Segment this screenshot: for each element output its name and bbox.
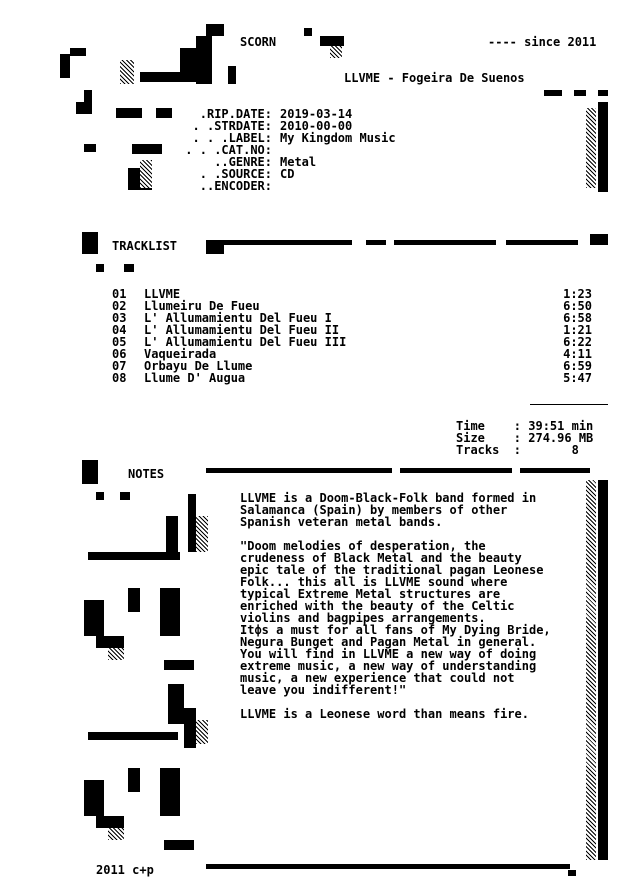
track-title: Llumeiru De Fueu <box>144 299 260 313</box>
tracklist-heading: TRACKLIST <box>112 239 178 253</box>
track-title: LLVME <box>144 287 181 301</box>
track-title: Vaqueirada <box>144 347 217 361</box>
track-title: L' Allumamientu Del Fueu I <box>144 311 332 325</box>
since-tagline: ---- since 2011 <box>488 35 597 49</box>
info-label: . . .CAT.NO: <box>185 143 272 157</box>
track-time: 1:23 <box>563 287 592 301</box>
info-label: ..GENRE: <box>214 155 272 169</box>
info-value: 2010-00-00 <box>280 119 353 133</box>
notes-line: extreme music, a new way of understanding <box>240 659 537 673</box>
notes-line: music, a new experience that could not <box>240 671 515 685</box>
info-label: .RIP.DATE: <box>199 107 272 121</box>
notes-line: You will find in LLVME a new way of doing <box>240 647 537 661</box>
track-title: Orbayu De Llume <box>144 359 253 373</box>
notes-heading: NOTES <box>128 467 165 481</box>
notes-line: Spanish veteran metal bands. <box>240 515 443 529</box>
track-number: 05 <box>112 335 127 349</box>
copyright-footer: 2011 c+p <box>96 863 154 877</box>
notes-line: leave you indifferent!" <box>240 683 407 697</box>
info-value: 2019-03-14 <box>280 107 353 121</box>
track-number: 06 <box>112 347 127 361</box>
summary-time: Time : 39:51 min <box>456 419 594 433</box>
info-value: My Kingdom Music <box>280 131 396 145</box>
notes-line: epic tale of the traditional pagan Leonese <box>240 563 544 577</box>
track-number: 02 <box>112 299 127 313</box>
release-title: LLVME - Fogeira De Suenos <box>344 71 525 85</box>
info-value: CD <box>280 167 295 181</box>
notes-line: typical Extreme Metal structures are <box>240 587 501 601</box>
group-name: SCORN <box>240 35 277 49</box>
notes-line: Itфs a must for all fans of My Dying Bride, <box>240 623 551 637</box>
track-title: Llume D' Augua <box>144 371 246 385</box>
summary-size: Size : 274.96 MB <box>456 431 594 445</box>
track-time: 5:47 <box>563 371 592 385</box>
track-title: L' Allumamientu Del Fueu III <box>144 335 347 349</box>
track-number: 07 <box>112 359 127 373</box>
notes-line: Negura Bunget and Pagan Metal in general. <box>240 635 537 649</box>
info-value: Metal <box>280 155 317 169</box>
info-label: . .STRDATE: <box>192 119 272 133</box>
track-number: 08 <box>112 371 127 385</box>
notes-line: crudeness of Black Metal and the beauty <box>240 551 522 565</box>
notes-line: LLVME is a Leonese word than means fire. <box>240 707 529 721</box>
track-number: 03 <box>112 311 127 325</box>
track-number: 01 <box>112 287 127 301</box>
notes-line: LLVME is a Doom-Black-Folk band formed in <box>240 491 537 505</box>
notes-line: "Doom melodies of desperation, the <box>240 539 486 553</box>
notes-line: violins and bagpipes arrangements. <box>240 611 486 625</box>
track-time: 4:11 <box>563 347 592 361</box>
info-label: . . .LABEL: <box>192 131 272 145</box>
track-time: 1:21 <box>563 323 592 337</box>
notes-line: Salamanca (Spain) by members of other <box>240 503 508 517</box>
notes-line: Folk... this all is LLVME sound where <box>240 575 508 589</box>
track-time: 6:58 <box>563 311 592 325</box>
info-label: . .SOURCE: <box>199 167 272 181</box>
track-title: L' Allumamientu Del Fueu II <box>144 323 340 337</box>
track-time: 6:22 <box>563 335 592 349</box>
track-time: 6:50 <box>563 299 592 313</box>
track-number: 04 <box>112 323 127 337</box>
summary-tracks: Tracks : 8 <box>456 443 579 457</box>
notes-line: enriched with the beauty of the Celtic <box>240 599 515 613</box>
track-time: 6:59 <box>563 359 592 373</box>
info-label: ..ENCODER: <box>199 179 272 193</box>
